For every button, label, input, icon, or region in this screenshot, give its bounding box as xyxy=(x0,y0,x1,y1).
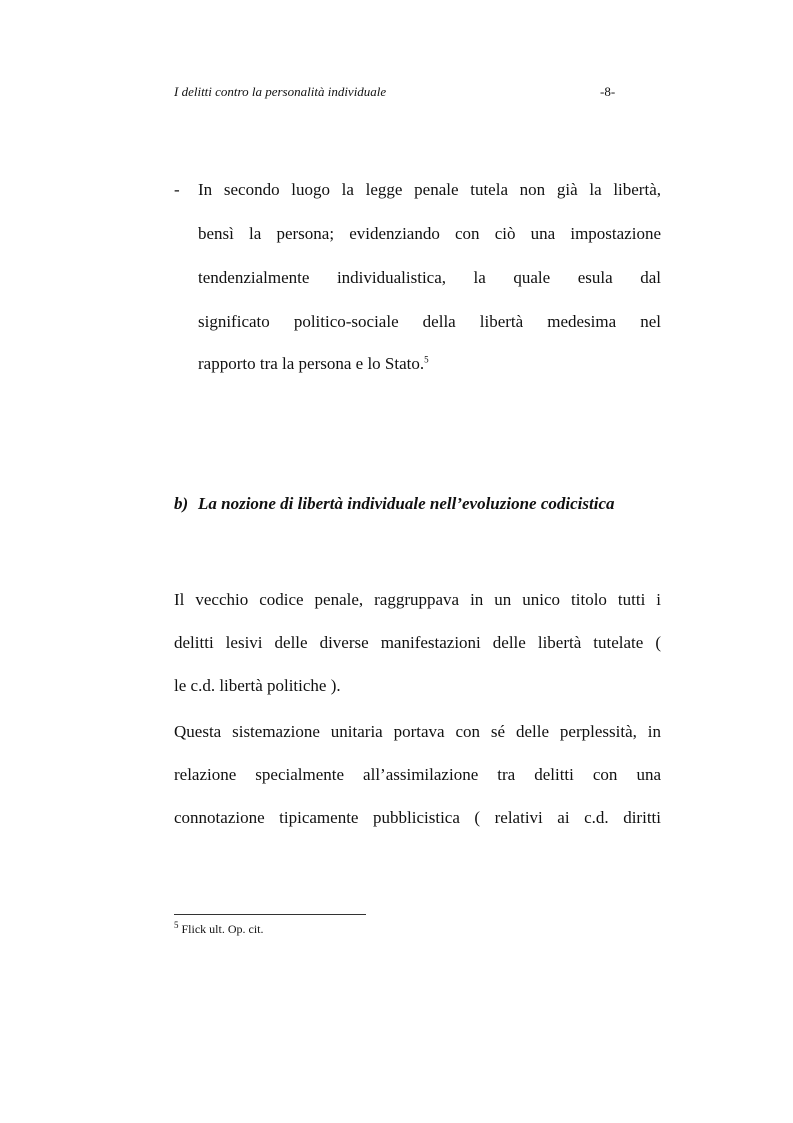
footnote-divider xyxy=(174,914,366,915)
running-header-title: I delitti contro la personalità individuale xyxy=(174,84,387,99)
paragraph-line: Il vecchio codice penale, raggruppava in un unico titolo tutti i xyxy=(174,590,661,609)
page-number: -8- xyxy=(600,84,616,99)
paragraph-line: le c.d. libertà politiche ). xyxy=(174,676,341,695)
footnote xyxy=(174,922,264,936)
bullet-line: significato politico-sociale della libertà medesima nel xyxy=(198,312,661,331)
paragraph-line: Questa sistemazione unitaria portava con sé delle perplessità, in xyxy=(174,722,661,741)
paragraph-line: relazione specialmente all’assimilazione tra delitti con una xyxy=(174,765,661,784)
bullet-line: tendenzialmente individualistica, la quale esula dal xyxy=(198,268,661,287)
footnote-text: Flick ult. Op. cit. xyxy=(181,922,264,936)
footnote-number: 5 xyxy=(174,920,179,930)
bullet-line: bensì la persona; evidenziando con ciò una impostazione xyxy=(198,224,661,243)
section-heading-text: La nozione di libertà individuale nell’evoluzione codicistica xyxy=(198,494,615,513)
paragraph-line: connotazione tipicamente pubblicistica ( relativi ai c.d. diritti xyxy=(174,808,661,827)
paragraph-line: delitti lesivi delle diverse manifestazioni delle libertà tutelate ( xyxy=(174,633,661,652)
footnote-reference[interactable]: 5 xyxy=(424,354,429,365)
bullet-line: In secondo luogo la legge penale tutela non già la libertà, xyxy=(198,180,661,199)
section-heading-marker: b) xyxy=(174,494,189,513)
bullet-line-last xyxy=(198,354,429,374)
bullet-marker: - xyxy=(174,180,180,199)
bullet-line-text: rapporto tra la persona e lo Stato. xyxy=(198,354,425,373)
section-heading xyxy=(174,494,614,514)
